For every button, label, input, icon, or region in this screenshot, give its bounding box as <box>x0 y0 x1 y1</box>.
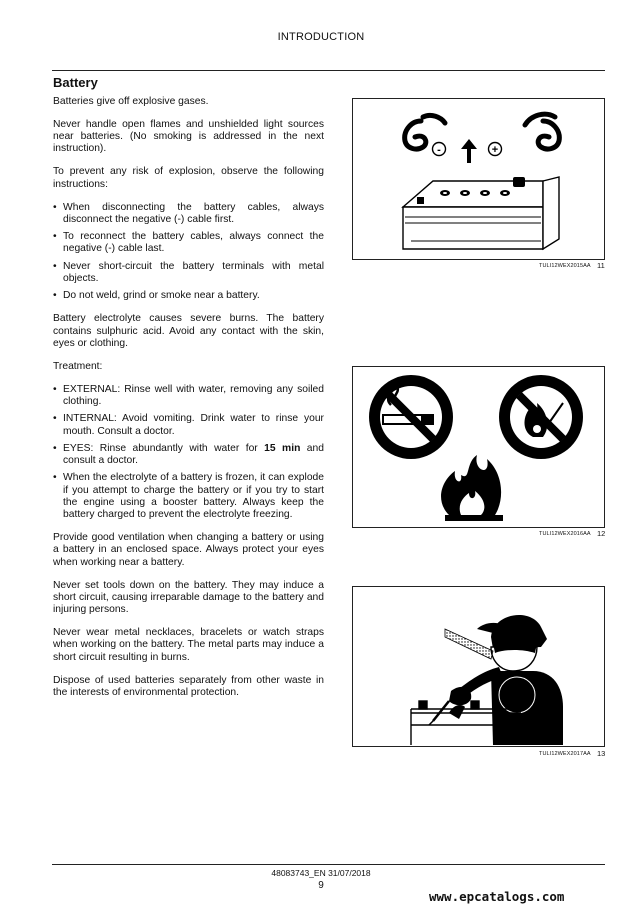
page-header-title: INTRODUCTION <box>277 31 365 43</box>
paragraph: To prevent any risk of explosion, observe the following instructions: <box>53 166 324 190</box>
list-item <box>53 443 324 468</box>
treatment-list <box>53 384 324 522</box>
figure-eye-protection <box>352 586 605 747</box>
paragraph: Battery electrolyte causes severe burns. The battery contains sulphuric acid. Avoid any contact with the skin, eyes or clothing. <box>53 313 324 349</box>
figure-code: TULI12WEX2015AA <box>539 263 591 269</box>
eyes-text-post: and consult a doctor. <box>63 442 324 467</box>
footer-document-code: 48083743_EN 31/07/2018 <box>271 868 371 878</box>
figure-number: 12 <box>597 529 606 538</box>
explosion-precautions-list <box>53 202 324 303</box>
section-title: Battery <box>53 75 98 90</box>
list-item: • Do not weld, grind or smoke near a battery. <box>53 290 324 302</box>
figure-battery-terminals <box>352 98 605 260</box>
plus-sign: + <box>491 144 499 156</box>
list-item: • Never short-circuit the battery terminals with metal objects. <box>53 261 324 286</box>
figure-no-smoking-no-flames <box>352 366 605 528</box>
figure-number: 11 <box>597 261 605 270</box>
no-smoking-icon <box>369 375 453 459</box>
paragraph: Never handle open flames and unshielded light sources near batteries. (No smoking is addressed in the next instruction). <box>53 118 324 155</box>
paragraph: Never wear metal necklaces, bracelets or watch straps when working on the battery. The metal parts may induce a short circuit resulting in burns. <box>53 627 324 663</box>
paragraph: Batteries give off explosive gases. <box>53 96 209 107</box>
figure-number: 13 <box>597 749 606 758</box>
eyes-duration: 15 min <box>264 442 301 454</box>
paragraph: Provide good ventilation when changing a battery or using a battery in an enclosed space. Always protect your eyes when working near a battery. <box>53 532 324 568</box>
flame-hazard-icon <box>441 455 503 521</box>
paragraph: Dispose of used batteries separately from other waste in the interests of environmental protection. <box>53 674 324 698</box>
list-item: • When disconnecting the battery cables, always disconnect the negative (-) cable first. <box>53 202 324 227</box>
paragraph: Treatment: <box>53 360 103 372</box>
no-open-flame-icon <box>499 375 583 459</box>
paragraph: Never set tools down on the battery. They may induce a short circuit, causing irreparable damage to the battery and injuring persons. <box>53 579 324 616</box>
eye-protection-icon <box>353 587 604 746</box>
eyes-text-pre: EYES: Rinse abundantly with water for <box>63 442 265 454</box>
figure-code: TULI12WEX2017AA <box>539 751 591 757</box>
list-item: • When the electrolyte of a battery is frozen, it can explode if you attempt to charge the battery or if you try to start the engine using a booster battery. Always keep the battery charged to prevent the electrolyte freezing. <box>53 472 324 521</box>
battery-terminals-icon <box>353 99 604 259</box>
body-text-column <box>53 96 324 710</box>
list-item: • EXTERNAL: Rinse well with water, removing any soiled clothing. <box>53 384 324 409</box>
footer-divider <box>52 864 605 865</box>
watermark: www.epcatalogs.com <box>429 889 565 904</box>
header-divider <box>52 70 605 71</box>
minus-sign: - <box>437 144 441 156</box>
page-number: 9 <box>318 880 324 891</box>
list-item: • To reconnect the battery cables, always connect the negative (-) cable last. <box>53 231 324 256</box>
list-item: • INTERNAL: Avoid vomiting. Drink water to rinse your mouth. Consult a doctor. <box>53 413 324 438</box>
figure-code: TULI12WEX2016AA <box>539 531 591 537</box>
no-smoking-no-flames-icon <box>353 367 604 527</box>
